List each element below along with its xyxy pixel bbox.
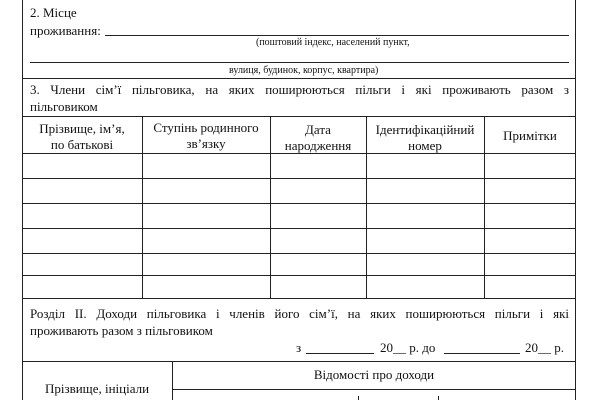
col-header-name-line2: по батькові — [50, 137, 114, 152]
table-bottom-border — [22, 298, 576, 299]
table-row-line — [22, 253, 576, 254]
col-header-name — [22, 121, 142, 153]
table-row-line — [22, 228, 576, 229]
col-header-relation — [142, 120, 270, 152]
col-header-name-line1: Прізвище, ім’я, — [39, 121, 125, 136]
table-row-line — [22, 275, 576, 276]
sectionII-title-line1: Розділ II. Доходи пільговика і членів його сім’ї, на яких поширюються пільги і які — [30, 306, 569, 321]
table-col-divider — [484, 116, 485, 298]
income-col-header: Відомості про доходи — [313, 367, 435, 382]
col-header-birthdate — [270, 122, 366, 154]
table-col-divider — [142, 116, 143, 298]
section2-label-line1: 2. Місце — [30, 5, 77, 20]
period-year1: 20__ р. до — [380, 340, 436, 355]
income-col-left-header: Прізвище, ініціали — [44, 381, 150, 396]
period-year2: 20__ р. — [525, 340, 564, 355]
sectionII-title-line2: проживають разом з пільговиком — [30, 323, 213, 338]
col-header-idnumber — [366, 122, 484, 154]
col-header-idnumber-line2: номер — [408, 138, 442, 153]
col-header-relation-line2: зв’язку — [186, 136, 226, 151]
section3-title-line1: 3. Члени сім’ї пільговика, на яких поширюються пільги і які проживають разом з — [30, 82, 569, 97]
table-row-line — [22, 178, 576, 179]
divider-section2 — [22, 78, 576, 79]
address-line-1[interactable] — [105, 35, 569, 36]
col-header-notes — [484, 128, 576, 144]
income-table-top-border — [22, 361, 576, 362]
section2-hint2: вулиця, будинок, корпус, квартира) — [229, 65, 379, 76]
table-row-line — [22, 203, 576, 204]
table-col-divider — [366, 116, 367, 298]
col-header-notes-line1: Примітки — [503, 128, 557, 143]
table-top-border — [22, 116, 576, 117]
period-to-date-field[interactable] — [444, 353, 520, 354]
period-from-label: з — [296, 340, 302, 355]
col-header-idnumber-line1: Ідентифікаційний — [375, 122, 475, 137]
section2-hint1: (поштовий індекс, населений пункт, — [256, 37, 410, 48]
income-subcol-divider — [358, 396, 359, 400]
section2-label-line2: проживання: — [30, 23, 101, 38]
col-header-birthdate-line2: народження — [284, 138, 352, 153]
income-subcol-divider — [438, 396, 439, 400]
address-line-2[interactable] — [30, 62, 569, 63]
period-from-date-field[interactable] — [306, 353, 374, 354]
col-header-birthdate-line1: Дата — [305, 122, 331, 137]
table-col-divider — [270, 116, 271, 298]
section3-title-line2: пільговиком — [30, 99, 98, 114]
col-header-relation-line1: Ступінь родинного — [153, 120, 259, 135]
income-subheader-line — [172, 389, 576, 390]
table-header-bottom — [22, 153, 576, 154]
